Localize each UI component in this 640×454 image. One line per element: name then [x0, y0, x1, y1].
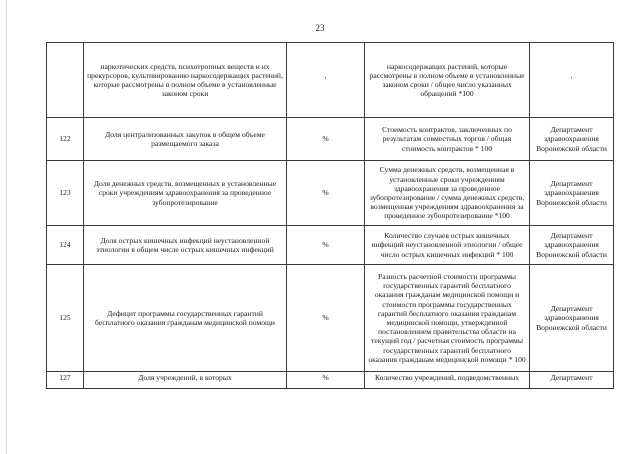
indicator-name-cell: Доля острых кишечных инфекций неустановленной этиологии в общем числе острых кишечных инфекций: [84, 226, 287, 265]
row-number-cell: 124: [47, 226, 84, 265]
table-row: [47, 226, 614, 265]
row-number-cell: [47, 43, 84, 118]
responsible-dept-cell: Департамент: [530, 372, 614, 389]
responsible-dept-cell: Департамент здравоохранения Воронежской области: [530, 161, 614, 226]
indicator-name-cell: Доля денежных средств, возмещенных в установленные сроки учреждениям здравоохранения за проведенное зубопротезирование: [84, 161, 287, 226]
formula-cell: Количество случаев острых кишечных инфекций неустановленной этиологии / общее число острых кишечных инфекций * 100: [365, 226, 530, 265]
row-number-cell: 122: [47, 118, 84, 161]
formula-cell: наркосодержащих растений, которые рассмотрены в полном объеме в установленные законом сроки / общее число указанных обращений *100: [365, 43, 530, 118]
row-number-cell: 125: [47, 265, 84, 372]
formula-cell: Разность расчетной стоимости программы государственных гарантий бесплатного оказания гражданам медицинской помощи и стоимости программы государственных гарантий бесплатного оказания гражданам медицинской помощи, утвержденной постановлением правительства области на текущий год / расчетная стоимость программы государственных гарантий бесплатного оказания гражданам медицинской помощи * 100: [365, 265, 530, 372]
table-row: [47, 118, 614, 161]
indicator-name-cell: наркотических средств, психотропных веществ и их прекурсоров, культивированию наркосодержащих растений, которые рассмотрены в полном объеме в установленные законом сроки: [84, 43, 287, 118]
responsible-dept-cell: Департамент здравоохранения Воронежской области: [530, 265, 614, 372]
unit-cell: %: [287, 161, 365, 226]
table-row: [47, 372, 614, 389]
unit-cell: %: [287, 372, 365, 389]
formula-cell: Сумма денежных средств, возмещенная в установленные сроки учреждениям здравоохранения за проведенное зубопротезирование / сумма денежных средств, возмещенная учреждениям здравоохранения за проведенное зубопротезирование *100: [365, 161, 530, 226]
unit-cell: %: [287, 226, 365, 265]
responsible-dept-cell: Департамент здравоохранения Воронежской области: [530, 226, 614, 265]
indicator-name-cell: Доля учреждений, в которых: [84, 372, 287, 389]
responsible-dept-cell: Департамент здравоохранения Воронежской области: [530, 118, 614, 161]
row-number-cell: 127: [47, 372, 84, 389]
unit-cell: %: [287, 265, 365, 372]
unit-cell: %: [287, 118, 365, 161]
indicator-name-cell: Доля централизованных закупок в общем объеме размещаемого заказа: [84, 118, 287, 161]
table-row: [47, 265, 614, 372]
table-row: [47, 43, 614, 118]
formula-cell: Количество учреждений, подведомственных: [365, 372, 530, 389]
unit-cell: ': [287, 43, 365, 118]
table-row: [47, 161, 614, 226]
indicators-table: [46, 42, 614, 389]
page-number: 23: [315, 23, 325, 33]
row-number-cell: 123: [47, 161, 84, 226]
indicator-name-cell: Дефицит программы государственных гарантий бесплатного оказания гражданам медицинской помощи: [84, 265, 287, 372]
formula-cell: Стоимость контрактов, заключенных по результатам совместных торгов / общая стоимость контрактов * 100: [365, 118, 530, 161]
scan-edge-line: [6, 0, 7, 454]
responsible-dept-cell: ': [530, 43, 614, 118]
